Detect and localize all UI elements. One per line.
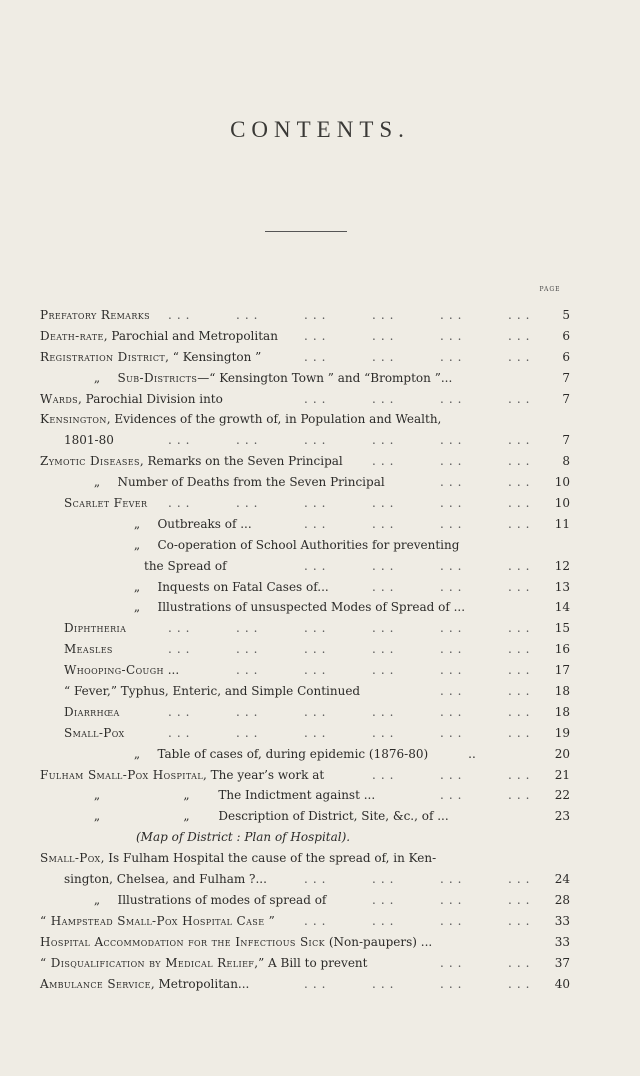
dot-leader: ... bbox=[372, 663, 399, 678]
entry-text bbox=[88, 785, 375, 806]
entry-description: ,” A Bill to prevent bbox=[254, 955, 368, 970]
contents-entry bbox=[40, 409, 580, 430]
entry-text bbox=[40, 765, 324, 786]
contents-entry bbox=[40, 702, 580, 723]
entry-heading: Sub-Districts bbox=[117, 370, 198, 385]
contents-entry bbox=[40, 806, 580, 827]
contents-entry bbox=[40, 974, 580, 995]
page-number: 18 bbox=[554, 684, 570, 699]
entry-heading: Fulham Small-Pox Hospital bbox=[40, 767, 204, 782]
dot-leader: ... bbox=[508, 872, 535, 887]
entry-description: Description of District, Site, &c., of ... bbox=[218, 809, 449, 824]
contents-entry bbox=[40, 953, 580, 974]
dot-leader: ... bbox=[372, 349, 399, 364]
entry-description: , Remarks on the Seven Principal bbox=[139, 454, 343, 469]
entry-description: 1801-80 bbox=[64, 433, 114, 448]
dot-leader: ... bbox=[372, 976, 399, 991]
page-number: 5 bbox=[562, 308, 570, 322]
entry-heading: Zymotic Diseases bbox=[40, 454, 140, 469]
dot-leader: ... bbox=[508, 516, 535, 531]
dot-leader: ... bbox=[440, 454, 467, 469]
dot-leader: ... bbox=[508, 308, 535, 322]
entry-description: , The year’s work at bbox=[203, 767, 325, 782]
ditto-mark: „ bbox=[133, 537, 141, 552]
entry-heading: Whooping-Cough bbox=[64, 663, 164, 678]
dot-leader: ... bbox=[304, 558, 331, 573]
entry-text bbox=[40, 932, 432, 953]
entry-description: Illustrations of modes of spread of bbox=[117, 892, 327, 907]
contents-entry bbox=[40, 785, 580, 806]
entry-text bbox=[64, 618, 126, 639]
dot-leader: ... bbox=[372, 308, 399, 322]
dot-leader: ... bbox=[236, 308, 263, 322]
entry-text bbox=[128, 535, 459, 556]
page-number: 19 bbox=[554, 725, 570, 740]
entry-text bbox=[88, 472, 385, 493]
page-number: 17 bbox=[554, 663, 570, 678]
dot-leader: ... bbox=[304, 725, 331, 740]
page-number: 18 bbox=[554, 704, 570, 719]
entry-description: , Parochial Division into bbox=[78, 391, 223, 406]
page-number: 22 bbox=[554, 788, 570, 803]
dot-leader: ... bbox=[508, 955, 535, 970]
contents-entry bbox=[40, 639, 580, 660]
dot-leader: ... bbox=[508, 767, 535, 782]
ditto-mark: „ bbox=[183, 788, 190, 803]
entry-text bbox=[64, 702, 120, 723]
entry-heading: Death-rate bbox=[40, 328, 104, 343]
dot-leader: ... bbox=[168, 496, 195, 511]
page-number: 7 bbox=[562, 391, 570, 406]
contents-entry bbox=[40, 389, 580, 410]
dot-leader: ... bbox=[168, 621, 195, 636]
dot-leader: ... bbox=[508, 788, 535, 803]
entry-description: the Spread of bbox=[144, 558, 227, 573]
entry-text bbox=[40, 911, 275, 932]
contents-entry bbox=[40, 451, 580, 472]
contents-entry bbox=[40, 556, 580, 577]
dot-leader: ... bbox=[508, 704, 535, 719]
entry-description: Table of cases of, during epidemic (1876-80) bbox=[157, 746, 429, 761]
entry-heading: Small-Pox bbox=[40, 851, 101, 866]
page-number: 37 bbox=[554, 955, 570, 970]
ditto-mark: „ bbox=[93, 892, 101, 907]
dot-leader: ... bbox=[372, 621, 399, 636]
page-number: 13 bbox=[554, 579, 570, 594]
contents-entry bbox=[40, 577, 580, 598]
page-number: 40 bbox=[554, 976, 570, 991]
dot-leader: ... bbox=[168, 725, 195, 740]
contents-entry bbox=[40, 848, 580, 869]
dot-leader: ... bbox=[372, 913, 399, 928]
contents-entry bbox=[40, 911, 580, 932]
dot-leader: ... bbox=[440, 976, 467, 991]
page-title: CONTENTS. bbox=[230, 117, 410, 142]
dot-leader: ... bbox=[508, 349, 535, 364]
page-number: 21 bbox=[554, 767, 570, 782]
entry-text bbox=[88, 368, 452, 389]
entry-description: —“ Kensington Town ” and “Brompton ”... bbox=[197, 370, 453, 385]
dot-leader: ... bbox=[372, 725, 399, 740]
title-rule bbox=[265, 231, 347, 232]
dot-leader: ... bbox=[508, 976, 535, 991]
entry-text bbox=[64, 493, 147, 514]
dot-leader: ... bbox=[236, 725, 263, 740]
dot-leader: ... bbox=[236, 621, 263, 636]
entry-description: Number of Deaths from the Seven Principal bbox=[117, 475, 385, 490]
dot-leader: ... bbox=[440, 496, 467, 511]
entry-heading: Diarrhœa bbox=[64, 704, 120, 719]
entry-heading: Registration District bbox=[40, 349, 166, 364]
contents-entry bbox=[40, 535, 580, 556]
dot-leader: ... bbox=[372, 642, 399, 657]
dot-leader: ... bbox=[372, 579, 399, 594]
contents-entry bbox=[40, 932, 580, 953]
entry-description: (Map of District : Plan of Hospital). bbox=[136, 830, 351, 845]
dot-leader: ... bbox=[508, 621, 535, 636]
entry-text bbox=[64, 639, 113, 660]
dot-leader: ... bbox=[440, 684, 467, 699]
ditto-mark: „ bbox=[133, 579, 141, 594]
page-number: 11 bbox=[554, 516, 570, 531]
dot-leader: ... bbox=[304, 704, 331, 719]
contents-entry bbox=[40, 368, 580, 389]
dot-leader: ... bbox=[236, 433, 263, 448]
entry-text bbox=[40, 409, 441, 430]
entry-heading: “ Hampstead Small-Pox Hospital Case ” bbox=[40, 913, 276, 928]
entry-text bbox=[64, 869, 267, 890]
entry-text bbox=[88, 890, 326, 911]
dot-leader: ... bbox=[440, 308, 467, 322]
entry-description: “ Fever,” Typhus, Enteric, and Simple Continued bbox=[64, 684, 361, 699]
dot-leader: ... bbox=[440, 328, 467, 343]
dot-leader: ... bbox=[508, 433, 535, 448]
entry-text bbox=[144, 556, 227, 577]
dot-leader: ... bbox=[440, 475, 467, 490]
page-number: 6 bbox=[562, 349, 570, 364]
contents-entry bbox=[40, 660, 580, 681]
contents-entry bbox=[40, 514, 580, 535]
dot-leader: ... bbox=[236, 704, 263, 719]
dot-leader: ... bbox=[508, 642, 535, 657]
contents-entry bbox=[40, 723, 580, 744]
dot-leader: ... bbox=[372, 704, 399, 719]
page-number: 33 bbox=[554, 934, 570, 949]
entry-text bbox=[40, 347, 261, 368]
dot-leader: ... bbox=[440, 955, 467, 970]
dot-leader: ... bbox=[304, 349, 331, 364]
entry-text bbox=[136, 827, 350, 848]
entry-description: , Metropolitan... bbox=[150, 976, 250, 991]
entry-text bbox=[40, 305, 150, 326]
entry-heading: Ambulance Service bbox=[40, 976, 151, 991]
page-number: 7 bbox=[562, 370, 570, 385]
page-number: 14 bbox=[554, 600, 570, 615]
entry-text bbox=[40, 451, 343, 472]
page-number: 6 bbox=[562, 328, 570, 343]
entry-heading: “ Disqualification by Medical Relief bbox=[40, 955, 255, 970]
contents-entry bbox=[40, 890, 580, 911]
page-number: 12 bbox=[554, 558, 570, 573]
ditto-mark: „ bbox=[133, 516, 141, 531]
ditto-mark: „ bbox=[133, 600, 141, 615]
dot-leader: ... bbox=[236, 663, 263, 678]
entry-text bbox=[40, 953, 367, 974]
entry-text bbox=[128, 577, 329, 598]
dot-leader: ... bbox=[440, 704, 467, 719]
entry-text bbox=[128, 597, 465, 618]
dot-leader: ... bbox=[304, 496, 331, 511]
entry-description: sington, Chelsea, and Fulham ?... bbox=[64, 872, 267, 887]
dot-leader: ... bbox=[304, 391, 331, 406]
dot-leader: ... bbox=[372, 558, 399, 573]
contents-entry bbox=[40, 618, 580, 639]
dot-leader: ... bbox=[440, 621, 467, 636]
contents-entry bbox=[40, 827, 580, 848]
entry-text bbox=[64, 660, 179, 681]
ditto-mark: „ bbox=[93, 788, 101, 803]
entry-heading: Wards bbox=[40, 391, 79, 406]
dot-leader: ... bbox=[304, 308, 331, 322]
entry-text bbox=[40, 389, 223, 410]
dot-leader: ... bbox=[440, 642, 467, 657]
dot-leader: ... bbox=[440, 391, 467, 406]
entry-description: , Evidences of the growth of, in Population and Wealth, bbox=[106, 412, 442, 427]
ditto-mark: „ bbox=[183, 809, 190, 824]
entry-description: Illustrations of unsuspected Modes of Spread of ... bbox=[157, 600, 466, 615]
dot-leader: ... bbox=[440, 913, 467, 928]
contents-entry bbox=[40, 597, 580, 618]
contents-entry bbox=[40, 744, 580, 765]
page-number: 28 bbox=[554, 892, 570, 907]
dot-leader: ... bbox=[440, 579, 467, 594]
entry-description: , Is Fulham Hospital the cause of the spread of, in Ken- bbox=[100, 851, 437, 866]
entry-text bbox=[40, 848, 436, 869]
dot-leader: ... bbox=[372, 454, 399, 469]
dot-leader: ... bbox=[508, 496, 535, 511]
dot-leader: ... bbox=[304, 328, 331, 343]
page-number: 7 bbox=[562, 433, 570, 448]
entry-description: , Parochial and Metropolitan bbox=[103, 328, 278, 343]
dot-leader: ... bbox=[304, 516, 331, 531]
entry-description: The Indictment against ... bbox=[218, 788, 376, 803]
dot-leader: ... bbox=[168, 642, 195, 657]
dot-leader: ... bbox=[304, 663, 331, 678]
contents-entry bbox=[40, 347, 580, 368]
page-number: 23 bbox=[554, 809, 570, 824]
page-column-header: page bbox=[539, 284, 561, 294]
contents-entry bbox=[40, 493, 580, 514]
entry-text bbox=[64, 681, 360, 702]
contents-entry bbox=[40, 305, 580, 326]
dot-leader: ... bbox=[440, 663, 467, 678]
entry-text bbox=[128, 514, 252, 535]
dot-leader: ... bbox=[440, 788, 467, 803]
page-number: 10 bbox=[554, 496, 570, 511]
entry-description: (Non-paupers) ... bbox=[325, 934, 433, 949]
entry-heading: Prefatory Remarks bbox=[40, 308, 151, 322]
contents-entry bbox=[40, 430, 580, 451]
dot-leader: ... bbox=[508, 454, 535, 469]
page-number: 10 bbox=[554, 475, 570, 490]
dot-leader: ... bbox=[440, 767, 467, 782]
dot-leader: ... bbox=[440, 349, 467, 364]
dot-leader: ... bbox=[304, 642, 331, 657]
entry-text bbox=[128, 744, 476, 765]
dot-leader: ... bbox=[304, 976, 331, 991]
dot-leader: ... bbox=[372, 391, 399, 406]
dot-leader: ... bbox=[168, 704, 195, 719]
dot-leader: ... bbox=[440, 725, 467, 740]
dot-leader: ... bbox=[440, 872, 467, 887]
ditto-mark: „ bbox=[133, 746, 141, 761]
dot-leader: ... bbox=[440, 433, 467, 448]
dot-leader: ... bbox=[372, 767, 399, 782]
entry-heading: Measles bbox=[64, 642, 113, 657]
contents-entry bbox=[40, 765, 580, 786]
entry-description: Co-operation of School Authorities for preventing bbox=[157, 537, 460, 552]
entry-description: ... bbox=[163, 663, 180, 678]
contents-entry bbox=[40, 681, 580, 702]
dot-leader: ... bbox=[508, 892, 535, 907]
dot-leader: ... bbox=[304, 621, 331, 636]
dot-leader: ... bbox=[508, 579, 535, 594]
entry-description: , “ Kensington ” bbox=[165, 349, 262, 364]
entry-description: Inquests on Fatal Cases of... bbox=[157, 579, 329, 594]
entry-description: Outbreaks of ... bbox=[157, 516, 252, 531]
dot-leader: ... bbox=[508, 328, 535, 343]
entry-text bbox=[40, 326, 278, 347]
entry-heading: Kensington bbox=[40, 412, 107, 427]
entry-heading: Diphtheria bbox=[64, 621, 127, 636]
dot-leader: ... bbox=[372, 433, 399, 448]
dot-leader: ... bbox=[236, 642, 263, 657]
page-number: 8 bbox=[562, 454, 570, 469]
page-number: 20 bbox=[554, 746, 570, 761]
dot-leader: ... bbox=[508, 663, 535, 678]
dot-leader: ... bbox=[440, 516, 467, 531]
contents-entry bbox=[40, 869, 580, 890]
dot-leader: ... bbox=[440, 892, 467, 907]
entry-text bbox=[64, 430, 114, 451]
dot-leader: ... bbox=[508, 475, 535, 490]
entry-heading: Scarlet Fever bbox=[64, 496, 148, 511]
page-number: 16 bbox=[554, 642, 570, 657]
dot-leader: ... bbox=[168, 433, 195, 448]
entry-text bbox=[40, 974, 249, 995]
dot-leader: ... bbox=[236, 496, 263, 511]
contents-list bbox=[40, 305, 580, 994]
ditto-mark: „ bbox=[93, 475, 101, 490]
dot-leader: ... bbox=[372, 872, 399, 887]
entry-text bbox=[88, 806, 449, 827]
dot-leader: ... bbox=[168, 308, 195, 322]
entry-heading: Hospital Accommodation for the Infectious Sick bbox=[40, 934, 326, 949]
page-number: 15 bbox=[554, 621, 570, 636]
dot-leader: ... bbox=[304, 433, 331, 448]
contents-entry bbox=[40, 472, 580, 493]
entry-leader: .. bbox=[468, 746, 476, 761]
ditto-mark: „ bbox=[93, 809, 101, 824]
entry-heading: Small-Pox bbox=[64, 725, 125, 740]
dot-leader: ... bbox=[440, 558, 467, 573]
page-number: 24 bbox=[554, 872, 570, 887]
dot-leader: ... bbox=[508, 391, 535, 406]
dot-leader: ... bbox=[304, 872, 331, 887]
ditto-mark: „ bbox=[93, 370, 101, 385]
dot-leader: ... bbox=[508, 684, 535, 699]
entry-text bbox=[64, 723, 125, 744]
dot-leader: ... bbox=[372, 496, 399, 511]
dot-leader: ... bbox=[372, 516, 399, 531]
dot-leader: ... bbox=[372, 328, 399, 343]
page-number: 33 bbox=[554, 913, 570, 928]
dot-leader: ... bbox=[304, 913, 331, 928]
dot-leader: ... bbox=[508, 725, 535, 740]
dot-leader: ... bbox=[372, 892, 399, 907]
dot-leader: ... bbox=[508, 913, 535, 928]
dot-leader: ... bbox=[508, 558, 535, 573]
contents-entry bbox=[40, 326, 580, 347]
